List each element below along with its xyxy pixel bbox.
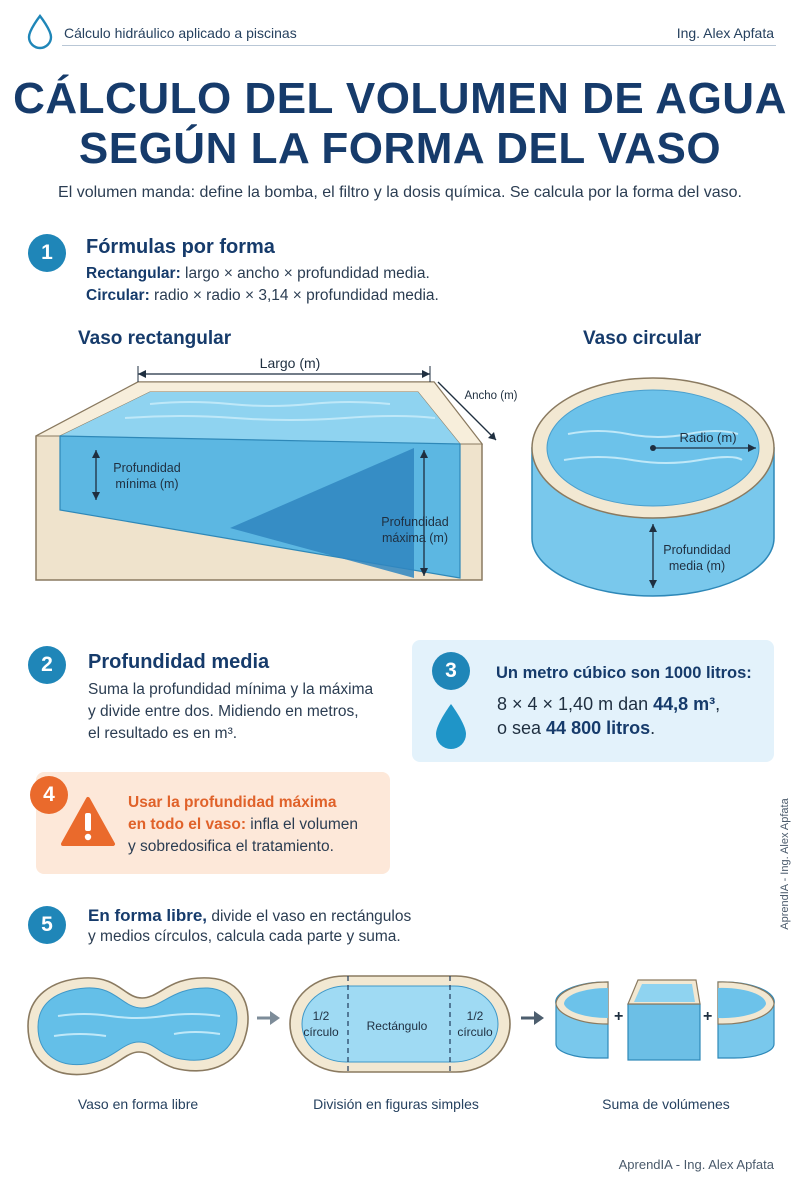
ancho-label: Ancho (m) (464, 390, 518, 402)
plus-sign-1: + (614, 1008, 624, 1025)
water-drop-icon (432, 702, 470, 752)
footer-credit: AprendIA - Ing. Alex Apfata (618, 1157, 774, 1172)
rectangle-label: Rectángulo (366, 1019, 428, 1033)
largo-label: Largo (m) (259, 355, 321, 371)
half-circle-right-top: 1/2 (466, 1009, 484, 1023)
step-3-line2 (497, 718, 655, 739)
arrow-right-icon (520, 1010, 544, 1026)
side-watermark: AprendIA - Ing. Alex Apfata (779, 798, 791, 930)
step-4-warning-title: Usar la profundidad máxima (128, 794, 337, 811)
step-1-rect-formula (86, 263, 430, 285)
step-4-line3: y sobredosifica el tratamiento. (128, 838, 334, 855)
circ-formula-text: radio × radio × 3,14 × profundidad media. (149, 287, 439, 304)
step-5-text1: divide el vaso en rectángulos (207, 908, 412, 925)
step-1-circ-formula (86, 285, 439, 307)
step-4-line2 (128, 816, 358, 834)
step-3-calc-text: 8 × 4 × 1,40 m dan (497, 694, 654, 714)
step-3-heading: Un metro cúbico son 1000 litros: (496, 664, 752, 682)
prof-min-label-1: Profundidad (113, 461, 181, 475)
half-circle-left-top: 1/2 (312, 1009, 330, 1023)
prof-max-label-1: Profundidad (381, 515, 449, 529)
step-2-heading: Profundidad media (88, 651, 270, 673)
caption-sum: Suma de volúmenes (602, 1096, 730, 1112)
step-2-line3: el resultado es en m³. (88, 725, 238, 742)
prof-media-label-2: media (m) (668, 559, 726, 573)
free-form-pool-illustration (24, 972, 254, 1082)
step-3-volume-m3: 44,8 m³ (653, 694, 716, 714)
step-5-line1 (88, 906, 411, 926)
step-4-warning-bold: en todo el vaso: (128, 816, 246, 833)
radio-label: Radio (m) (679, 430, 737, 445)
step-5-bold: En forma libre, (88, 906, 208, 925)
half-circle-left-bottom: círculo (303, 1025, 339, 1039)
author-name: Ing. Alex Apfata (676, 25, 774, 41)
rect-formula-text: largo × ancho × profundidad media. (180, 265, 430, 282)
page-title-line1: CÁLCULO DEL VOLUMEN DE AGUA (13, 74, 787, 123)
step-2-badge: 2 (28, 646, 66, 684)
prof-media-label-1: Profundidad (663, 543, 731, 557)
step-1-heading: Fórmulas por forma (86, 236, 275, 258)
circ-formula-label: Circular: (86, 287, 150, 304)
prof-max-label-2: máxima (m) (382, 531, 448, 545)
step-3-period: . (650, 718, 656, 738)
course-title: Cálculo hidráulico aplicado a piscinas (64, 25, 297, 41)
warning-icon (60, 796, 116, 848)
step-5-badge: 5 (28, 906, 66, 944)
step-3-comma: , (715, 694, 721, 714)
half-circle-right-bottom: círculo (457, 1025, 493, 1039)
step-4-effect-text: infla el volumen (246, 816, 359, 833)
page-title-line2: SEGÚN LA FORMA DEL VASO (78, 124, 722, 173)
step-4-badge: 4 (30, 776, 68, 814)
rect-pool-title: Vaso rectangular (78, 328, 232, 349)
header-divider (62, 45, 776, 46)
step-2-line2: y divide entre dos. Midiendo en metros, (88, 703, 359, 720)
rect-formula-label: Rectangular: (86, 265, 181, 282)
prof-min-label-2: mínima (m) (115, 477, 179, 491)
arrow-right-icon (256, 1010, 280, 1026)
step-3-liters-pre: o sea (497, 718, 547, 738)
step-5-line2: y medios círculos, calcula cada parte y suma. (88, 928, 401, 945)
plus-sign-2: + (703, 1008, 713, 1025)
step-3-volume-liters: 44 800 litros (546, 718, 651, 738)
step-3-line1 (497, 694, 720, 715)
page-subtitle: El volumen manda: define la bomba, el filtro y la dosis química. Se calcula por la forma del vaso. (58, 184, 742, 201)
caption-division: División en figuras simples (313, 1096, 479, 1112)
step-2-line1: Suma la profundidad mínima y la máxima (88, 681, 374, 698)
sum-volumes-illustration (552, 974, 778, 1064)
circ-pool-title: Vaso circular (583, 328, 702, 349)
step-1-badge: 1 (28, 234, 66, 272)
caption-free-form: Vaso en forma libre (77, 1096, 199, 1112)
water-drop-icon (26, 14, 54, 50)
step-3-badge: 3 (432, 652, 470, 690)
